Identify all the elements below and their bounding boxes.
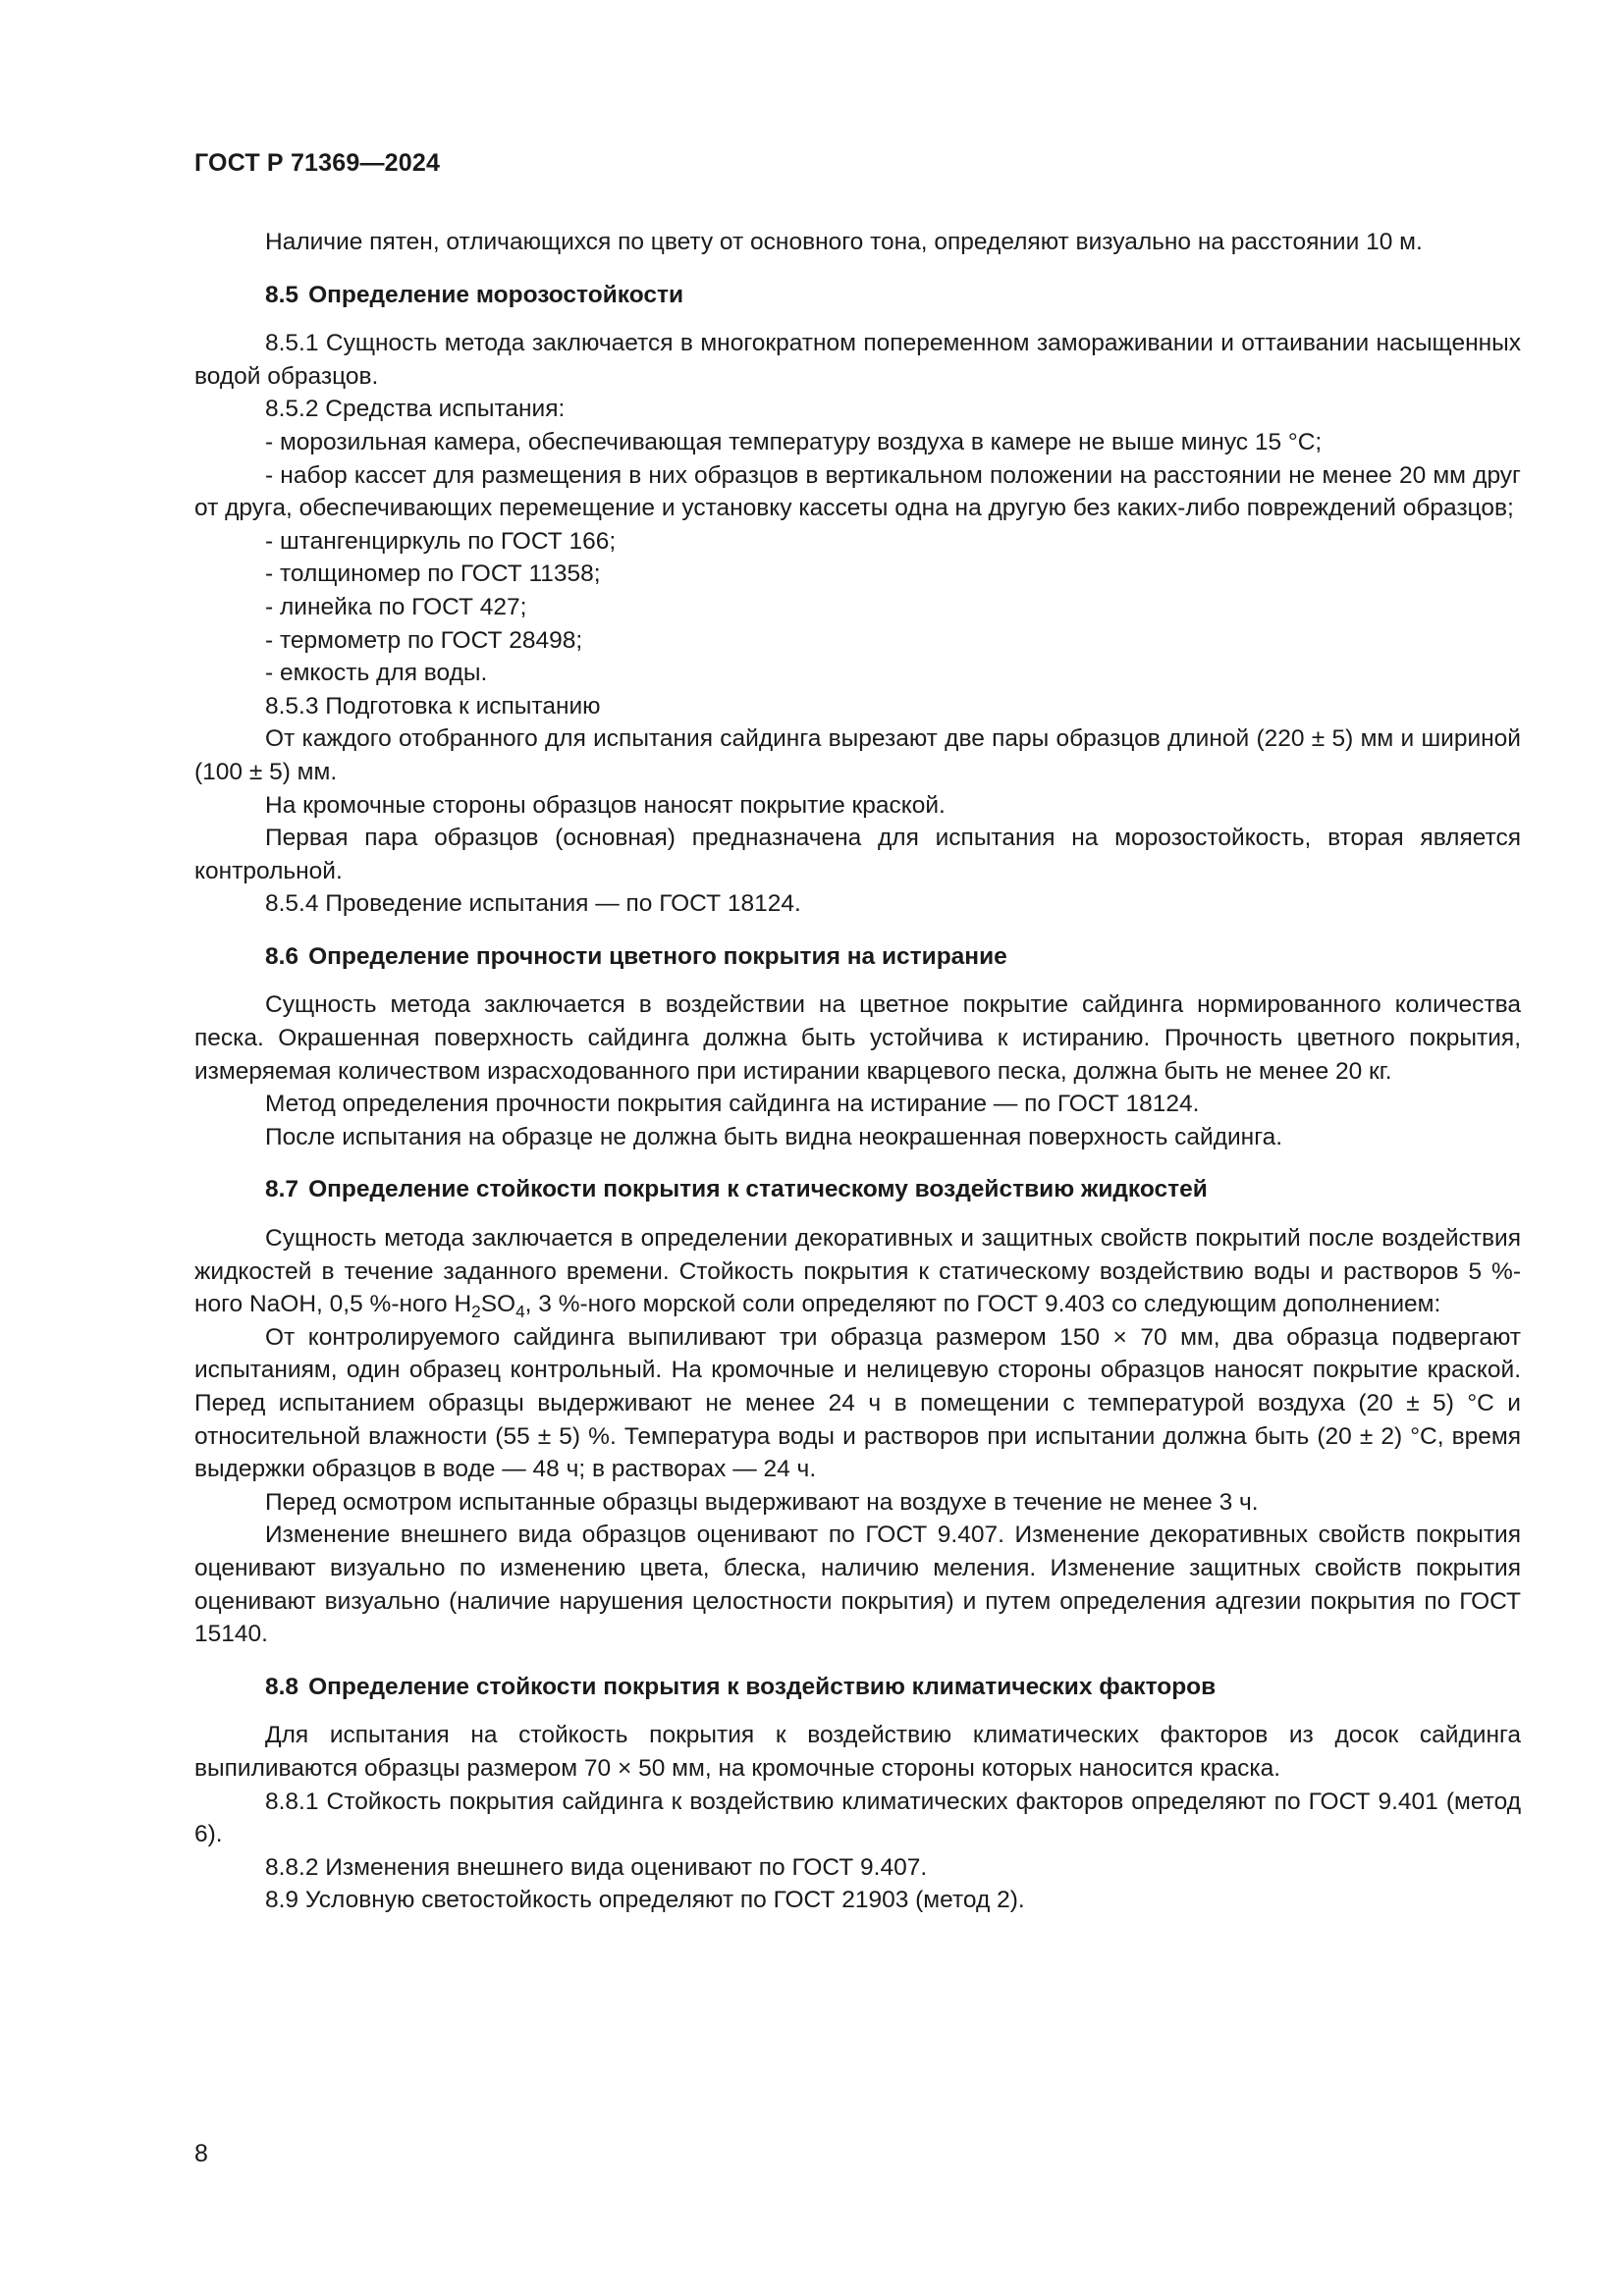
paragraph-climate-samples: Для испытания на стойкость покрытия к воздействию климатических факторов из досок сайдинга выпиливаются образцы размером 70 × 50 мм, на кромочные стороны которых наносится краска. — [194, 1722, 1521, 1782]
section-number: 8.7 — [265, 1176, 299, 1203]
paragraph-sample-pairs: Первая пара образцов (основная) предназначена для испытания на морозостойкость, вторая является контрольной. — [194, 825, 1521, 884]
section-heading-8-5 — [194, 279, 1521, 312]
paragraph-8-5-4: 8.5.4 Проведение испытания — по ГОСТ 18124. — [265, 890, 801, 918]
paragraph-8-5-2: 8.5.2 Средства испытания: — [265, 396, 566, 423]
paragraph-8-9: 8.9 Условную светостойкость определяют по ГОСТ 21903 (метод 2). — [265, 1887, 1025, 1914]
list-item: - линейка по ГОСТ 427; — [265, 593, 527, 620]
equipment-list — [194, 426, 1521, 690]
paragraph-liquid-evaluation: Изменение внешнего вида образцов оценивают по ГОСТ 9.407. Изменение декоративных свойств покрытия оценивают визуально по изменению цвета, блеска, наличию меления. Изменение защитных свойств покрытия оценивают визуально (наличие нарушения целостности покрытия) и путем определения адгезии покрытия по ГОСТ 15140. — [194, 1522, 1521, 1648]
page-number: 8 — [194, 2140, 208, 2167]
section-heading-8-8 — [194, 1671, 1521, 1704]
paragraph-8-8-2: 8.8.2 Изменения внешнего вида оценивают по ГОСТ 9.407. — [265, 1853, 928, 1881]
paragraph-stains: Наличие пятен, отличающихся по цвету от основного тона, определяют визуально на расстоянии 10 м. — [265, 229, 1423, 255]
section-heading-8-6 — [194, 940, 1521, 974]
section-number: 8.6 — [265, 942, 299, 970]
paragraph-sample-cutting: От каждого отобранного для испытания сайдинга вырезают две пары образцов длиной (220 ± 5) мм и шириной (100 ± 5) мм. — [194, 725, 1521, 785]
section-heading-8-7 — [194, 1173, 1521, 1206]
list-item: - емкость для воды. — [265, 660, 488, 687]
list-item: - штангенциркуль по ГОСТ 166; — [265, 527, 617, 555]
list-item: - термометр по ГОСТ 28498; — [265, 626, 583, 654]
paragraph-8-5-1: 8.5.1 Сущность метода заключается в многократном попеременном замораживании и оттаивании насыщенных водой образцов. — [194, 330, 1521, 390]
paragraph-abrasion-result: После испытания на образце не должна быть видна неокрашенная поверхность сайдинга. — [265, 1123, 1283, 1150]
section-title: Определение стойкости покрытия к статическому воздействию жидкостей — [308, 1176, 1208, 1203]
list-item: - набор кассет для размещения в них образцов в вертикальном положении на расстоянии не менее 20 мм друг от друга, обеспечивающих перемещение и установку кассеты одна на другую без каких-либо повреждений образцов; — [194, 461, 1521, 522]
section-title: Определение морозостойкости — [308, 281, 684, 308]
section-number: 8.8 — [265, 1673, 299, 1700]
list-item: - морозильная камера, обеспечивающая температуру воздуха в камере не выше минус 15 °С; — [265, 428, 1323, 455]
paragraph-edge-coating: На кромочные стороны образцов наносят покрытие краской. — [265, 791, 946, 819]
section-title: Определение стойкости покрытия к воздействию климатических факторов — [308, 1673, 1217, 1700]
paragraph-liquid-samples: От контролируемого сайдинга выпиливают три образца размером 150 × 70 мм, два образца подвергают испытаниям, один образец контрольный. На кромочные и нелицевую стороны образцов наносят покрытие краской. Перед испытанием образцы выдерживают не менее 24 ч в помещении с температурой воздуха (20 ± 5) °С и относительной влажности (55 ± 5) %. Температура воды и растворов при испытании должна быть (20 ± 2) °С, время выдержки образцов в воде — 48 ч; в растворах — 24 ч. — [194, 1323, 1521, 1483]
paragraph-abrasion-method: Сущность метода заключается в воздействии на цветное покрытие сайдинга нормированного количества песка. Окрашенная поверхность сайдинга должна быть устойчива к истиранию. Прочность цветного покрытия, измеряемая количеством израсходованного при истирании кварцевого песка, должна быть не менее 20 кг. — [194, 991, 1521, 1085]
document-body — [194, 226, 1521, 1917]
paragraph-abrasion-standard: Метод определения прочности покрытия сайдинга на истирание — по ГОСТ 18124. — [265, 1091, 1200, 1118]
paragraph-liquid-drying: Перед осмотром испытанные образцы выдерживают на воздухе в течение не менее 3 ч. — [265, 1488, 1259, 1516]
section-number: 8.5 — [265, 281, 299, 308]
section-title: Определение прочности цветного покрытия на истирание — [308, 942, 1007, 970]
document-code-header: ГОСТ Р 71369—2024 — [194, 149, 441, 177]
paragraph-8-5-3: 8.5.3 Подготовка к испытанию — [265, 692, 601, 720]
list-item: - толщиномер по ГОСТ 11358; — [265, 561, 601, 588]
paragraph-8-8-1: 8.8.1 Стойкость покрытия сайдинга к воздействию климатических факторов определяют по ГОСТ 9.401 (метод 6). — [194, 1788, 1521, 1848]
paragraph-liquid-method: Сущность метода заключается в определении декоративных и защитных свойств покрытий после воздействия жидкостей в течение заданного времени. Стойкость покрытия к статическому воздействию воды и растворов 5 %-ного NaOH, 0,5 %-ного $H_2SO_4$, 3 %-ного морской соли определяют по ГОСТ 9.403 со следующим дополнением: — [194, 1225, 1521, 1322]
